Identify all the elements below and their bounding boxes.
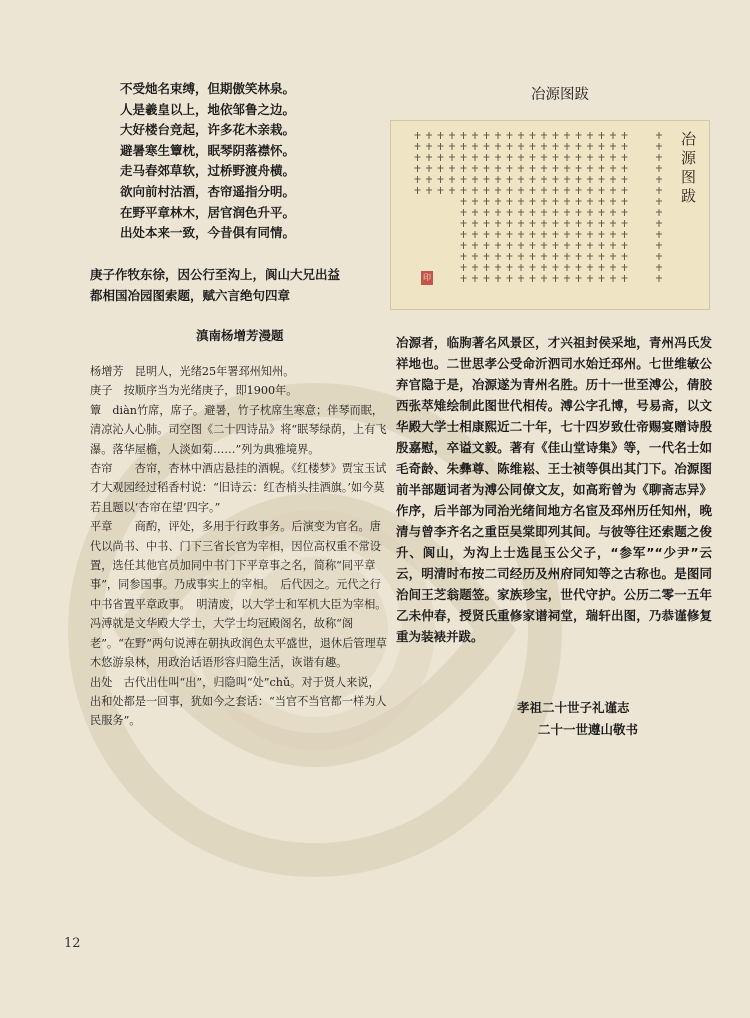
calligraphy-stroke [610, 242, 616, 249]
calligraphy-stroke [622, 209, 628, 216]
calligraphy-stroke [541, 198, 547, 205]
poem-line: 不受灺名束缚，但期傲笑林泉。 [120, 81, 296, 96]
calligraphy-stroke [599, 132, 605, 139]
calligraphy-stroke [461, 253, 467, 260]
calligraphy-stroke [553, 132, 559, 139]
calligraphy-stroke [507, 275, 513, 282]
calligraphy-stroke [564, 187, 570, 194]
calligraphy-stroke [530, 209, 536, 216]
note: 杏帘 杏帘，杏林中酒店悬挂的酒幌。《红楼梦》贾宝玉试才大观园经过稻香村说：“旧诗云：红杏梢头挂酒旗。’如今莫若且题以‘杏帘在望’四字。” [90, 462, 387, 514]
calligraphy-stroke [495, 220, 501, 227]
note: 杨增芳 昆明人，光绪25年署邳州知州。 [90, 365, 295, 378]
calligraphy-stroke [599, 176, 605, 183]
calligraphy-stroke [530, 264, 536, 271]
note: 簟 diàn竹席，席子。避暑，竹子枕席生寒意；伴琴而眠，清凉沁人心肺。司空图《二十四诗品》将“眠琴绿荫，上有飞瀑。落华屋檐，人淡如菊……”列为典雅境界。 [90, 403, 387, 456]
calligraphy-stroke [576, 165, 582, 172]
calligraphy-stroke [656, 242, 662, 249]
calligraphy-stroke [426, 143, 432, 150]
calligraphy-stroke [576, 143, 582, 150]
calligraphy-stroke [438, 187, 444, 194]
calligraphy-stroke [610, 264, 616, 271]
calligraphy-stroke [461, 198, 467, 205]
calligraphy-stroke [541, 165, 547, 172]
calligraphy-stroke [484, 242, 490, 249]
calligraphy-stroke [553, 209, 559, 216]
calligraphy-stroke [472, 165, 478, 172]
calligraphy-stroke [507, 143, 513, 150]
calligraphy-stroke [507, 132, 513, 139]
calligraphy-stroke [622, 176, 628, 183]
calligraphy-stroke [426, 187, 432, 194]
calligraphy-stroke [415, 132, 421, 139]
calligraphy-stroke [495, 231, 501, 238]
calligraphy-stroke [599, 242, 605, 249]
calligraphy-stroke [472, 176, 478, 183]
calligraphy-stroke [530, 132, 536, 139]
calligraphy-stroke [495, 198, 501, 205]
calligraphy-stroke [472, 198, 478, 205]
calligraphy-stroke [461, 176, 467, 183]
calligraphy-stroke [564, 143, 570, 150]
calligraphy-stroke [495, 187, 501, 194]
calligraphy-stroke [587, 176, 593, 183]
calligraphy-stroke [461, 143, 467, 150]
calligraphy-stroke [576, 176, 582, 183]
calligraphy-stroke [472, 143, 478, 150]
calligraphy-stroke [484, 264, 490, 271]
calligraphy-stroke [415, 143, 421, 150]
calligraphy-stroke [553, 231, 559, 238]
calligraphy-stroke [472, 275, 478, 282]
calligraphy-stroke [576, 264, 582, 271]
calligraphy-stroke [461, 209, 467, 216]
calligraphy-stroke [553, 264, 559, 271]
calligraphy-stroke [518, 220, 524, 227]
calligraphy-stroke [484, 198, 490, 205]
calligraphy-stroke [438, 154, 444, 161]
calligraphy-stroke [449, 154, 455, 161]
calligraphy-stroke [518, 176, 524, 183]
calligraphy-stroke [576, 242, 582, 249]
calligraphy-stroke [495, 275, 501, 282]
calligraphy-stroke [576, 154, 582, 161]
poem-line: 欲向前村沽酒，杏帘遥指分明。 [120, 183, 296, 199]
calligraphy-stroke [495, 264, 501, 271]
calligraphy-stroke [507, 176, 513, 183]
calligraphy-stroke [599, 154, 605, 161]
calligraphy-stroke [472, 132, 478, 139]
calligraphy-stroke [656, 187, 662, 194]
calligraphy-stroke [461, 187, 467, 194]
scroll-title: 冶源图跋 [679, 131, 697, 207]
calligraphy-stroke [610, 132, 616, 139]
calligraphy-stroke [576, 220, 582, 227]
calligraphy-stroke [564, 275, 570, 282]
calligraphy-stroke [518, 242, 524, 249]
calligraphy-stroke [530, 275, 536, 282]
calligraphy-stroke [484, 209, 490, 216]
dedication-line: 都相国冶园图索题，赋六言绝句四章 [90, 288, 291, 303]
calligraphy-stroke [564, 165, 570, 172]
calligraphy-stroke [507, 264, 513, 271]
calligraphy-stroke [599, 143, 605, 150]
calligraphy-stroke [610, 165, 616, 172]
calligraphy-stroke [426, 154, 432, 161]
calligraphy-stroke [426, 165, 432, 172]
calligraphy-stroke [541, 143, 547, 150]
calligraphy-stroke [656, 231, 662, 238]
calligraphy-stroke [622, 242, 628, 249]
calligraphy-stroke [518, 253, 524, 260]
calligraphy-stroke [564, 176, 570, 183]
calligraphy-stroke [461, 242, 467, 249]
calligraphy-stroke [587, 209, 593, 216]
poem [120, 79, 420, 244]
calligraphy-stroke [622, 253, 628, 260]
calligraphy-stroke [530, 187, 536, 194]
calligraphy-stroke [656, 143, 662, 150]
calligraphy-stroke [518, 187, 524, 194]
calligraphy-stroke [438, 143, 444, 150]
calligraphy-stroke [553, 220, 559, 227]
calligraphy-stroke [541, 264, 547, 271]
seal-stamp: 印 [423, 273, 431, 282]
calligraphy-stroke [564, 132, 570, 139]
calligraphy-stroke [449, 176, 455, 183]
calligraphy-stroke [507, 187, 513, 194]
poem-line: 走马春郊草软，过桥野渡舟横。 [120, 163, 296, 179]
calligraphy-stroke [472, 220, 478, 227]
signature-line-1: 孝祖二十世子礼谨志 [517, 700, 630, 715]
calligraphy-stroke [495, 132, 501, 139]
calligraphy-stroke [564, 220, 570, 227]
calligraphy-stroke [426, 132, 432, 139]
calligraphy-stroke [610, 143, 616, 150]
calligraphy-stroke [530, 198, 536, 205]
calligraphy-stroke [610, 198, 616, 205]
calligraphy-stroke [495, 154, 501, 161]
calligraphy-stroke [587, 165, 593, 172]
poem-line: 在野平章林木，居官润色升平。 [120, 204, 296, 220]
calligraphy-stroke [622, 154, 628, 161]
calligraphy-stroke [576, 253, 582, 260]
calligraphy-stroke [472, 264, 478, 271]
calligraphy-stroke [438, 165, 444, 172]
calligraphy-stroke [495, 143, 501, 150]
calligraphy-stroke [495, 242, 501, 249]
calligraphy-stroke [541, 231, 547, 238]
calligraphy-stroke [449, 132, 455, 139]
calligraphy-stroke [576, 187, 582, 194]
calligraphy-stroke [415, 187, 421, 194]
calligraphy-stroke [518, 231, 524, 238]
calligraphy-stroke [530, 220, 536, 227]
calligraphy-stroke [415, 176, 421, 183]
calligraphy-stroke [599, 165, 605, 172]
note: 出处 古代出仕叫“出”，归隐叫“处”chǔ。对于贤人来说，出和处都是一回事，犹如今之套话：“当官不当官都一样为人民服务”。 [90, 675, 387, 728]
calligraphy-stroke [610, 154, 616, 161]
calligraphy-stroke [564, 231, 570, 238]
calligraphy-stroke [622, 264, 628, 271]
calligraphy-stroke [484, 187, 490, 194]
calligraphy-stroke [599, 275, 605, 282]
calligraphy-stroke [599, 209, 605, 216]
calligraphy-stroke [541, 209, 547, 216]
calligraphy-stroke [656, 165, 662, 172]
calligraphy-stroke [472, 253, 478, 260]
calligraphy-stroke [518, 154, 524, 161]
calligraphy-stroke [472, 187, 478, 194]
calligraphy-stroke [461, 132, 467, 139]
calligraphy-stroke [622, 187, 628, 194]
calligraphy-stroke [599, 264, 605, 271]
calligraphy-stroke [472, 154, 478, 161]
author-line: 滇南杨增芳漫题 [196, 328, 284, 343]
note: 庚子 按顺序当为光绪庚子，即1900年。 [90, 384, 298, 398]
page-number: 12 [64, 936, 81, 951]
calligraphy-stroke [610, 220, 616, 227]
calligraphy-stroke [518, 143, 524, 150]
calligraphy-stroke [507, 231, 513, 238]
calligraphy-stroke [518, 132, 524, 139]
poem-line: 避暑寒生簟枕，眠琴阴落襟怀。 [120, 142, 296, 158]
calligraphy-stroke [610, 187, 616, 194]
calligraphy-stroke [656, 198, 662, 205]
calligraphy-stroke [622, 143, 628, 150]
calligraphy-stroke [518, 198, 524, 205]
calligraphy-stroke [530, 231, 536, 238]
calligraphy-stroke [553, 187, 559, 194]
calligraphy-stroke [587, 242, 593, 249]
calligraphy-stroke [656, 154, 662, 161]
calligraphy-stroke [553, 198, 559, 205]
calligraphy-stroke [587, 143, 593, 150]
calligraphy-stroke [484, 143, 490, 150]
calligraphy-stroke [541, 154, 547, 161]
calligraphy-stroke [449, 165, 455, 172]
calligraphy-stroke [587, 253, 593, 260]
calligraphy-stroke [564, 264, 570, 271]
calligraphy-stroke [541, 275, 547, 282]
calligraphy-stroke [553, 275, 559, 282]
calligraphy-stroke [587, 187, 593, 194]
calligraphy-stroke [587, 231, 593, 238]
calligraphy-stroke [599, 187, 605, 194]
calligraphy-stroke [484, 165, 490, 172]
calligraphy-stroke [622, 275, 628, 282]
calligraphy-stroke [610, 209, 616, 216]
calligraphy-stroke [449, 187, 455, 194]
calligraphy-stroke [610, 231, 616, 238]
calligraphy-stroke [495, 176, 501, 183]
calligraphy-stroke [564, 253, 570, 260]
dedication-line: 庚子作牧东徐，因公行至沟上，阆山大兄出益 [90, 267, 341, 282]
calligraphy-stroke [622, 165, 628, 172]
calligraphy-stroke [484, 220, 490, 227]
calligraphy-stroke [576, 132, 582, 139]
calligraphy-stroke [599, 220, 605, 227]
calligraphy-stroke [553, 176, 559, 183]
calligraphy-stroke [587, 132, 593, 139]
calligraphy-stroke [656, 220, 662, 227]
calligraphy-stroke [541, 187, 547, 194]
calligraphy-stroke [461, 231, 467, 238]
calligraphy-stroke [415, 154, 421, 161]
calligraphy-stroke [656, 132, 662, 139]
annotation-notes [90, 362, 390, 731]
calligraphy-stroke [484, 176, 490, 183]
calligraphy-stroke [576, 231, 582, 238]
calligraphy-stroke [507, 242, 513, 249]
calligraphy-stroke [518, 264, 524, 271]
calligraphy-stroke [415, 165, 421, 172]
calligraphy-stroke [656, 264, 662, 271]
calligraphy-stroke [541, 132, 547, 139]
calligraphy-stroke [495, 209, 501, 216]
calligraphy-stroke [484, 231, 490, 238]
calligraphy-stroke [553, 154, 559, 161]
calligraphy-stroke [507, 165, 513, 172]
calligraphy-stroke [587, 154, 593, 161]
calligraphy-stroke [564, 209, 570, 216]
calligraphy-stroke [610, 176, 616, 183]
calligraphy-stroke [622, 132, 628, 139]
poem-line: 人是羲皇以上，地依邹鲁之边。 [120, 101, 296, 117]
calligraphy-stroke [530, 154, 536, 161]
calligraphy-stroke [553, 165, 559, 172]
calligraphy-stroke [495, 165, 501, 172]
calligraphy-stroke [553, 242, 559, 249]
calligraphy-stroke [507, 220, 513, 227]
calligraphy-stroke [518, 209, 524, 216]
calligraphy-stroke [507, 198, 513, 205]
calligraphy-stroke [656, 253, 662, 260]
calligraphy-stroke [564, 242, 570, 249]
calligraphy-stroke [576, 209, 582, 216]
calligraphy-stroke [564, 198, 570, 205]
calligraphy-stroke [472, 209, 478, 216]
calligraphy-scroll-image [390, 120, 710, 310]
calligraphy-stroke [461, 275, 467, 282]
calligraphy-stroke [472, 231, 478, 238]
calligraphy-stroke [530, 143, 536, 150]
calligraphy-stroke [484, 132, 490, 139]
calligraphy-stroke [599, 231, 605, 238]
calligraphy-stroke [507, 154, 513, 161]
calligraphy-stroke [484, 253, 490, 260]
calligraphy-stroke [484, 275, 490, 282]
calligraphy-stroke [599, 198, 605, 205]
calligraphy-stroke [587, 264, 593, 271]
calligraphy-stroke [507, 253, 513, 260]
calligraphy-stroke [564, 154, 570, 161]
calligraphy-stroke [553, 143, 559, 150]
calligraphy-stroke [610, 275, 616, 282]
calligraphy-stroke [461, 165, 467, 172]
calligraphy-stroke [656, 275, 662, 282]
calligraphy-stroke [530, 165, 536, 172]
calligraphy-stroke [461, 154, 467, 161]
calligraphy-stroke [576, 198, 582, 205]
signature-line-2: 二十一世遵山敬书 [538, 722, 639, 737]
calligraphy-stroke [622, 198, 628, 205]
note: 平章 商酌，评处，多用于行政事务。后演变为官名。唐代以尚书、中书、门下三省长官为宰相，因位高权重不常设置，选任其他官员加同中书门下平章事之名，简称“同平章事”，同参国事。乃成事实上的宰相。 后代因之。元代之行中书省置平章政事。 明清废，以大学士和军机大臣为宰相。冯溥就是文华殿大学士，大学士均冠殿阁名，故称“阁老”。“在野”两句说溥在朝执政润色太平盛世，退休后管理草木悠游泉林，用政治话语形容归隐生活，诙谐有趣。 [90, 520, 387, 670]
essay-text: 冶源者，临朐著名风景区，才兴祖封侯采地，青州冯氏发祥地也。二世思孝公受命沂泗司水始迁邳州。七世维敏公弃官隐于是，冶源遂为青州名胜。历十一世至溥公，倩胶西张萃雉绘制此图世代相传。溥公字孔博，号易斋，以文华殿大学士相康熙近二十年，七十四岁致仕帝赐宴赠诗殷殷嘉慰，卒谥文毅。著有《佳山堂诗集》等，一代名士如毛奇龄、朱彝尊、陈维崧、王士祯等俱出其门下。冶源图前半部题词者为溥公同僚文友，如高珩曾为《聊斋志异》作序，后半部为同治光绪间地方名宦及邳州历任知州，晚清与曾李齐名之重臣吴棠即列其间。与彼等往还索题之俊升、阆山，为沟上士选昆玉公父子，“参军”“少尹”云云，明清时布按二司经历及州府同知等之古称也。是图同治间王芝翁题签。家族珍宝，世代守护。公历二零一五年乙未仲春，授贤氏重修家谱祠堂，瑞轩出图，乃恭谨修复重为装裱并跋。 [396, 335, 712, 644]
calligraphy-stroke [541, 253, 547, 260]
calligraphy-stroke [438, 132, 444, 139]
calligraphy-stroke [518, 275, 524, 282]
calligraphy-stroke [587, 220, 593, 227]
section-title: 冶源图跋 [531, 87, 589, 103]
calligraphy-stroke [461, 220, 467, 227]
calligraphy-stroke [507, 209, 513, 216]
poem-line: 大好楼台竞起，许多花木亲栽。 [120, 122, 296, 138]
calligraphy-stroke [426, 176, 432, 183]
calligraphy-stroke [518, 165, 524, 172]
calligraphy-stroke [553, 253, 559, 260]
calligraphy-stroke [610, 253, 616, 260]
calligraphy-stroke [495, 253, 501, 260]
calligraphy-stroke [461, 264, 467, 271]
calligraphy-stroke [656, 176, 662, 183]
calligraphy-stroke [472, 242, 478, 249]
dedication [90, 264, 390, 306]
calligraphy-stroke [656, 209, 662, 216]
calligraphy-stroke [541, 220, 547, 227]
calligraphy-stroke [541, 242, 547, 249]
calligraphy-stroke [622, 220, 628, 227]
poem-line: 出处本来一致，今昔俱有同情。 [120, 225, 296, 241]
calligraphy-stroke [438, 176, 444, 183]
calligraphy-stroke [622, 231, 628, 238]
calligraphy-stroke [541, 176, 547, 183]
calligraphy-stroke [587, 198, 593, 205]
calligraphy-stroke [599, 253, 605, 260]
calligraphy-stroke [484, 154, 490, 161]
calligraphy-stroke [449, 143, 455, 150]
calligraphy-stroke [530, 176, 536, 183]
calligraphy-drawing [391, 121, 709, 309]
calligraphy-stroke [576, 275, 582, 282]
calligraphy-stroke [530, 242, 536, 249]
calligraphy-stroke [587, 275, 593, 282]
calligraphy-stroke [530, 253, 536, 260]
